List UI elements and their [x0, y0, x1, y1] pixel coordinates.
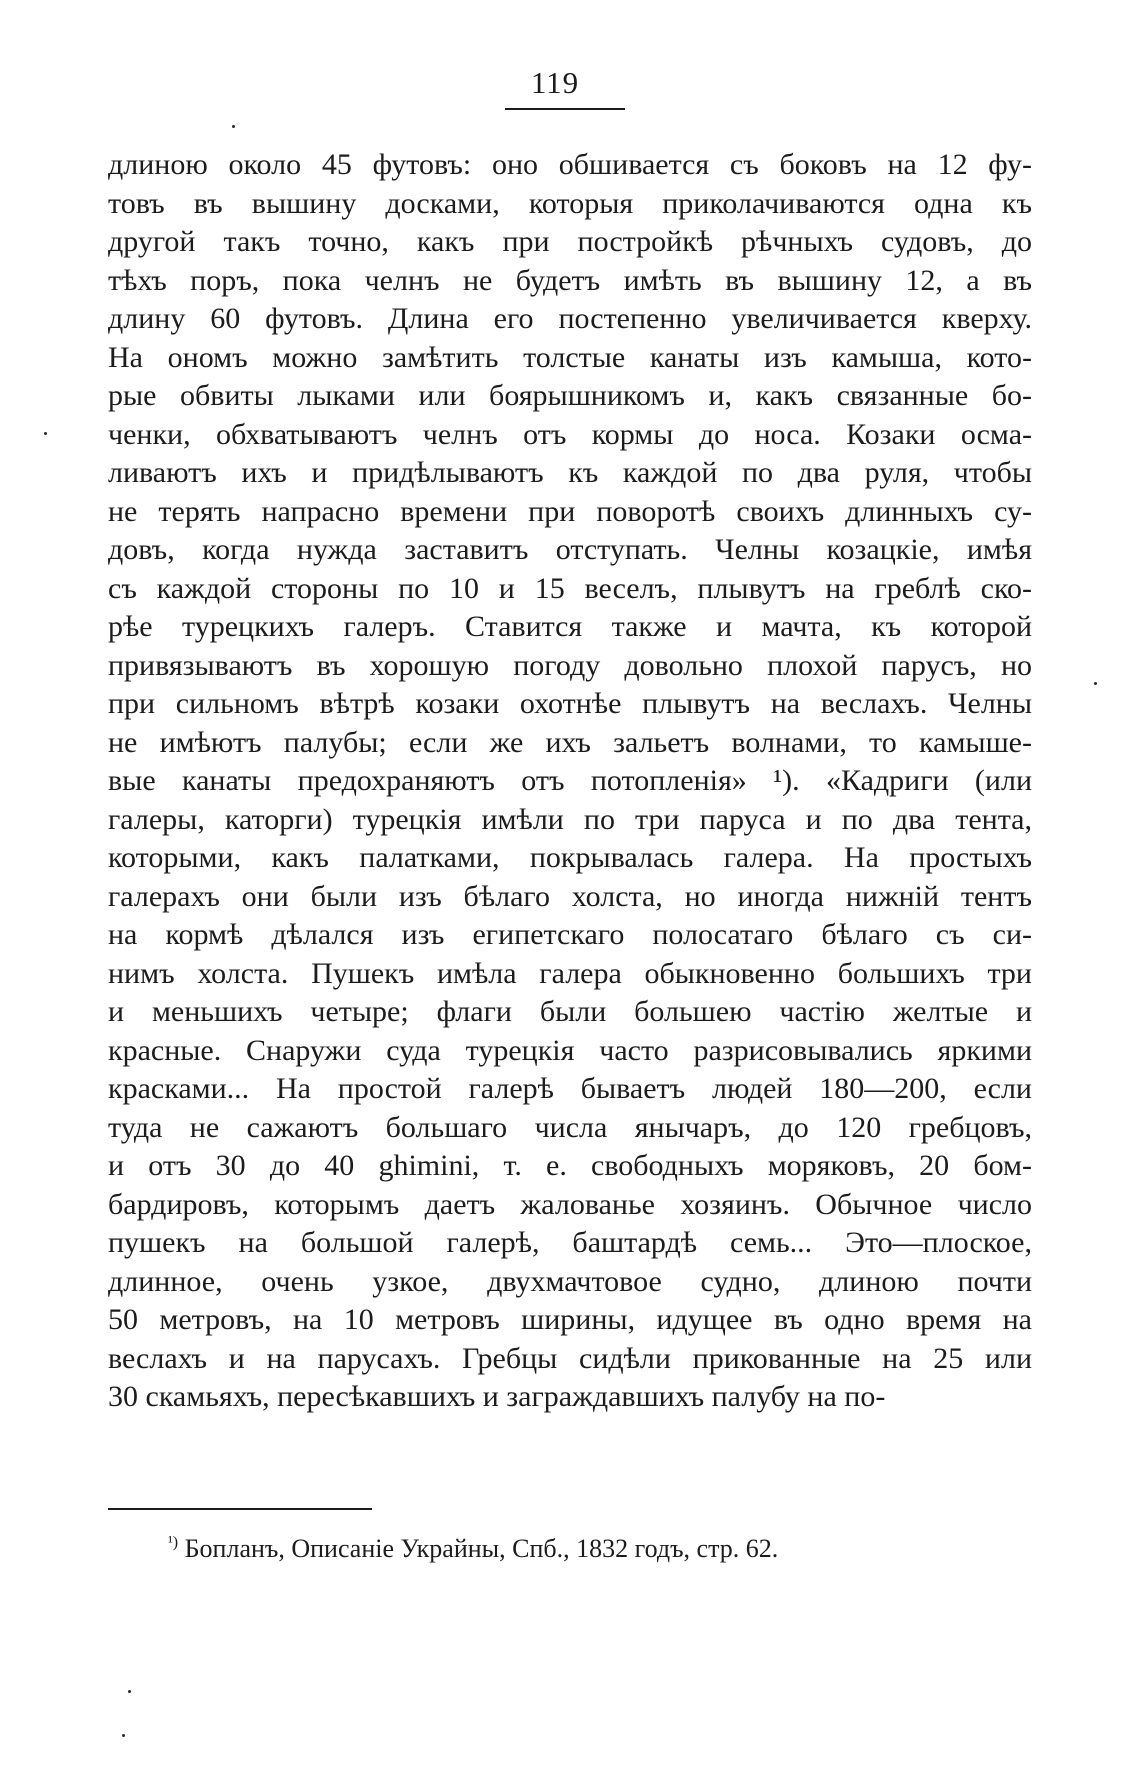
text-line: которыми, какъ палатками, покрывалась галера. На простыхъ: [108, 841, 1032, 874]
scan-speck: [122, 1734, 125, 1737]
text-line: 50 метровъ, на 10 метровъ ширины, идущее въ одно время на: [108, 1303, 1032, 1336]
text-line: 30 скамьяхъ, пересѣкавшихъ и заграждавшихъ палубу на по-: [108, 1380, 886, 1413]
text-line: другой такъ точно, какъ при постройкѣ рѣчныхъ судовъ, до: [108, 225, 1032, 258]
text-line: длинное, очень узкое, двухмачтовое судно, длиною почти: [108, 1264, 1032, 1298]
text-line: пушекъ на большой галерѣ, баштардѣ семь... Это—плоское,: [108, 1226, 1032, 1259]
text-line: на кормѣ дѣлался изъ египетскаго полосатаго бѣлаго съ си-: [108, 918, 1032, 951]
scan-speck: [128, 1690, 131, 1693]
text-line: бардировъ, которымъ даетъ жалованье хозяинъ. Обычное число: [108, 1187, 1032, 1221]
text-line: туда не сажаютъ большаго числа янычаръ, до 120 гребцовъ,: [108, 1110, 1032, 1144]
text-line: На ономъ можно замѣтить толстые канаты изъ камыша, кото-: [108, 340, 1032, 374]
text-line: рѣе турецкихъ галеръ. Ставится также и мачта, къ которой: [108, 610, 1032, 643]
text-line: довъ, когда нужда заставитъ отступать. Челны козацкіе, имѣя: [108, 533, 1032, 566]
text-line: галеры, каторги) турецкія имѣли по три паруса и по два тента,: [108, 802, 1032, 836]
footnote-divider: [108, 1508, 372, 1510]
text-line: и отъ 30 до 40 ghimini, т. е. свободныхъ моряковъ, 20 бом-: [108, 1149, 1032, 1182]
text-line: и меньшихъ четыре; флаги были большею частію желтые и: [108, 995, 1032, 1028]
text-line: привязываютъ въ хорошую погоду довольно плохой парусъ, но: [108, 648, 1032, 682]
scan-speck: [232, 125, 235, 128]
text-line: не имѣютъ палубы; если же ихъ зальетъ волнами, то камыше-: [108, 725, 1032, 759]
page-number: 119: [530, 65, 580, 100]
text-line: длиною около 45 футовъ: оно обшивается съ боковъ на 12 фу-: [108, 148, 1032, 181]
text-line: при сильномъ вѣтрѣ козаки охотнѣе плывутъ на веслахъ. Челны: [108, 687, 1032, 720]
text-line: ченки, обхватываютъ челнъ отъ кормы до носа. Козаки осма-: [108, 417, 1032, 451]
text-line: длину 60 футовъ. Длина его постепенно увеличивается кверху.: [108, 302, 1032, 335]
text-line: съ каждой стороны по 10 и 15 веселъ, плывутъ на греблѣ ско-: [108, 571, 1032, 605]
footnote-text: Бопланъ, Описаніе Украйны, Спб., 1832 годъ, стр. 62.: [184, 1534, 779, 1563]
text-line: не терять напрасно времени при поворотѣ своихъ длинныхъ су-: [108, 494, 1032, 528]
text-line: рые обвиты лыками или боярышникомъ и, какъ связанные бо-: [108, 379, 1032, 412]
body-text: [108, 146, 1032, 1417]
footnote: [168, 1526, 1028, 1566]
text-line: веслахъ и на парусахъ. Гребцы сидѣли прикованные на 25 или: [108, 1341, 1032, 1375]
page-number-underline: [505, 108, 625, 110]
scan-speck: [44, 432, 47, 435]
text-line: вые канаты предохраняютъ отъ потопленія» ¹). «Кадриги (или: [108, 764, 1032, 797]
text-line: красные. Снаружи суда турецкія часто разрисовывались яркими: [108, 1033, 1032, 1067]
scan-speck: [1094, 682, 1097, 685]
text-line: нимъ холста. Пушекъ имѣла галера обыкновенно большихъ три: [108, 956, 1032, 990]
text-line: товъ въ вышину досками, которыя приколачиваются одна къ: [108, 186, 1032, 220]
text-line: тѣхъ поръ, пока челнъ не будетъ имѣть въ вышину 12, а въ: [108, 263, 1032, 297]
footnote-marker: ¹): [168, 1534, 179, 1551]
text-line: красками... На простой галерѣ бываетъ людей 180—200, если: [108, 1072, 1032, 1105]
text-line: ливаютъ ихъ и придѣлываютъ къ каждой по два руля, чтобы: [108, 456, 1032, 489]
text-line: галерахъ они были изъ бѣлаго холста, но иногда нижній тентъ: [108, 879, 1032, 913]
